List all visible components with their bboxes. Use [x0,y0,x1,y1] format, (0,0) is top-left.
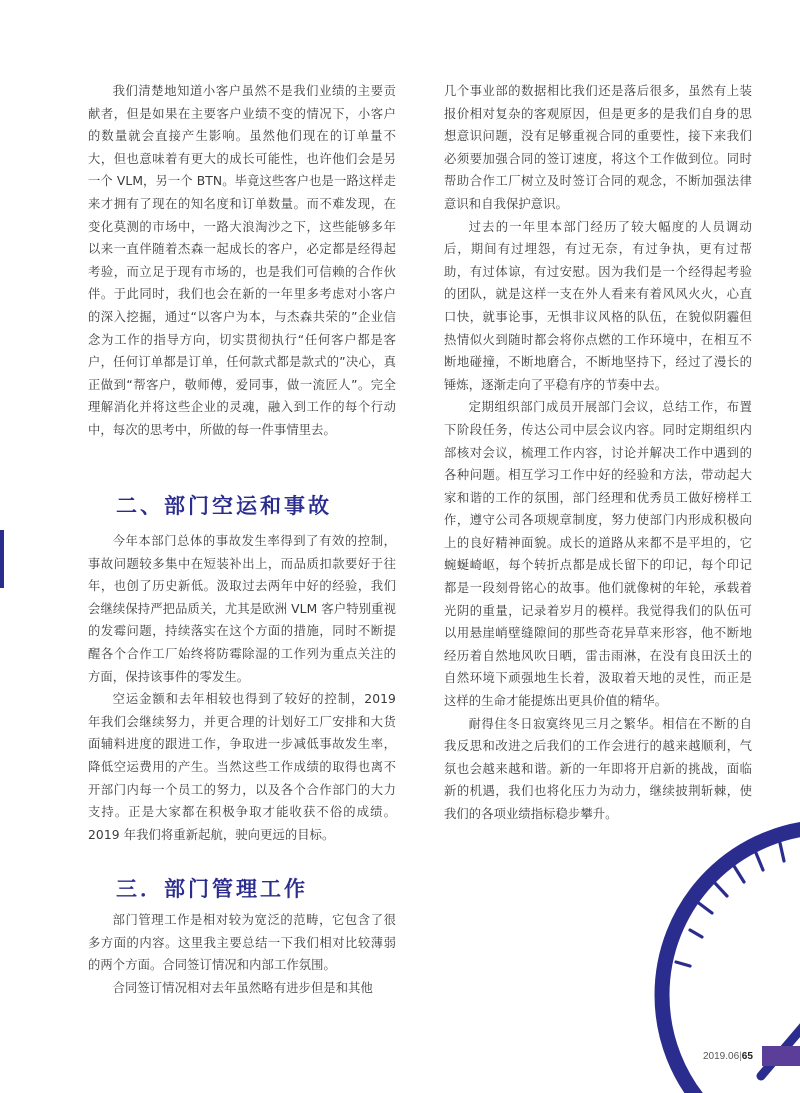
footer-color-bar [762,1046,800,1066]
section-3-paragraph-1: 部门管理工作是相对较为宽泛的范畴，它包含了很多方面的内容。这里我主要总结一下我们相对比较薄弱的两个方面。合同签订情况和内部工作氛围。 [88,913,396,973]
left-column [88,80,396,442]
right-paragraph-2: 过去的一年里本部门经历了较大幅度的人员调动后，期间有过埋怨，有过无奈，有过争执，更有过帮助，有过体谅，有过安慰。因为我们是一个经得起考验的团队，就是这样一支在外人看来有着风风火火，心直口快，就事论事，无惧非议风格的队伍，在貌似阴霾但热情似火到随时都会将你点燃的工作环境中，在相互不断地碰撞，不断地磨合，不断地坚持下，经过了漫长的锤炼，逐渐走向了平稳有序的节奏中去。 [444,219,752,392]
section-3-heading: 三．部门管理工作 [116,876,308,901]
section-2-paragraph-2: 空运金额和去年相较也得到了较好的控制，2019 年我们会继续努力，并更合理的计划好工厂安排和大货面辅料进度的跟进工作，争取进一步减低事故发生率，降低空运费用的产生。当然这些工作成绩的取得也离不开部门内每一个员工的努力，以及各个合作部门的大力支持。正是大家都在积极争取才能收获不俗的成绩。2019 年我们将重新起航，驶向更远的目标。 [88,692,396,842]
left-edge-accent-bar [0,530,4,588]
right-paragraph-3: 定期组织部门成员开展部门会议，总结工作，布置下阶段任务，传达公司中层会议内容。同时定期组织内部核对会议，梳理工作内容，讨论并解决工作中遇到的各种问题。相互学习工作中好的经验和方法，带动起大家和谐的工作的氛围，部门经理和优秀员工做好榜样工作，遵守公司各项规章制度，努力使部门内形成积极向上的良好精神面貌。成长的道路从来都不是平坦的，它蜿蜒崎岖，每个转折点都是成长留下的印记，每个印记都是一段刻骨铭心的故事。他们就像树的年轮，承载着光阴的重量，记录着岁月的模样。我觉得我们的队伍可以用悬崖峭壁缝隙间的那些奇花异草来形容，他不断地经历着自然地风吹日晒，雷击雨淋，在没有良田沃土的自然环境下顽强地生长着，汲取着天地的灵性，而正是这样的生命才能提炼出更具价值的精华。 [444,400,752,709]
clock-ticks [676,838,800,966]
right-paragraph-1: 几个事业部的数据相比我们还是落后很多，虽然有上装报价相对复杂的客观原因，但是更多的是我们自身的思想意识问题，没有足够重视合同的重要性，接下来我们必须要加强合同的签订速度，将这个工作做到位。同时帮助合作工厂树立及时签订合同的观念，不断加强法律意识和自我保护意识。 [444,84,752,211]
section-2-body [88,530,396,846]
section-2-heading: 二、部门空运和事故 [116,493,332,518]
right-paragraph-4: 耐得住冬日寂寞终见三月之繁华。相信在不断的自我反思和改进之后我们的工作会进行的越来越顺利，气氛也会越来越和谐。新的一年即将开启新的挑战，面临新的机遇，我们也将化压力为动力，继续披荆斩棘，使我们的各项业绩指标稳步攀升。 [444,716,752,821]
page-number: 65 [741,1051,753,1062]
footer-date: 2019.06 [703,1051,740,1062]
section-3-paragraph-2: 合同签订情况相对去年虽然略有进步但是和其他 [112,980,373,995]
footer-date-page [703,1051,753,1062]
right-column [444,80,752,826]
left-paragraph-1: 我们清楚地知道小客户虽然不是我们业绩的主要贡献者，但是如果在主要客户业绩不变的情况下，小客户的数量就会直接产生影响。虽然他们现在的订单量不大，但也意味着有更大的成长可能性，也许他们会是另一个 VLM，另一个 BTN。毕竟这些客户也是一路这样走来才拥有了现在的知名度和订单数量。而不难发现，在变化莫测的市场中，一路大浪淘沙之下，这些能够多年以来一直伴随着杰森一起成长的客户，必定都是经得起考验，而立足于现有市场的，也是我们可信赖的合作伙伴。于此同时，我们也会在新的一年里多考虑对小客户的深入挖掘，通过“以客户为本，与杰森共荣的”企业信念为工作的指导方向，切实贯彻执行“任何客户都是客户，任何订单都是订单，任何款式都是款式的”决心，真正做到“帮客户，敬师傅，爱同事，做一流匠人”。完全理解消化并将这些企业的灵魂，融入到工作的每个行动中，每次的思考中，所做的每一件事情里去。 [88,84,396,437]
section-2-paragraph-1: 今年本部门总体的事故发生率得到了有效的控制，事故问题较多集中在短装补出上，而品质扣款要好于往年，也创了历史新低。汲取过去两年中好的经验，我们会继续保持严把品质关，尤其是欧洲 VLM 客户特别重视的发霉问题，持续落实在这个方面的措施，同时不断提醒各个合作工厂始终将防霉除湿的工作列为重点关注的方面，保持该事件的零发生。 [88,534,396,684]
footer-separator: | [739,1051,742,1062]
section-3-body [88,909,396,999]
